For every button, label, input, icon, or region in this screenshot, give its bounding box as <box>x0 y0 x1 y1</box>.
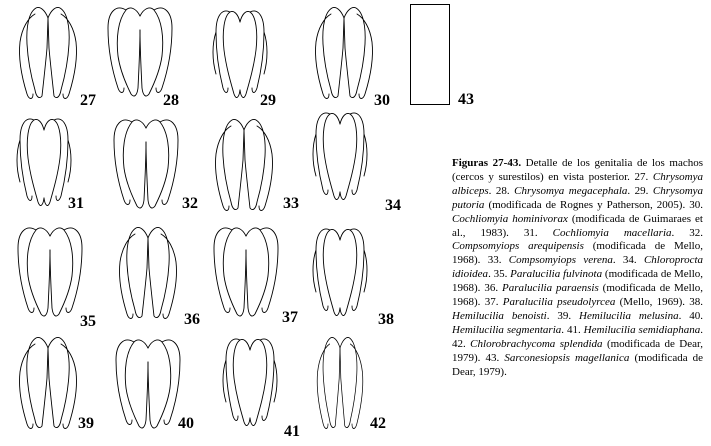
caption-label: Figuras 27-43. <box>452 157 522 169</box>
figure-number: 42 <box>370 415 386 432</box>
caption-entry-species: Hemilucilia segmentaria <box>452 323 562 336</box>
caption-entry-number: 35. <box>493 268 511 281</box>
caption-entry-species: Cochliomyia macellaria <box>552 226 672 239</box>
caption-entry-species: Paralucilia pseudolyrcea <box>502 296 616 309</box>
figure-43-frame <box>410 4 450 105</box>
caption-entry-number: 28. <box>495 184 515 197</box>
caption-entry-species: Chrysomya putoria <box>452 184 704 211</box>
caption-entry: 34. Chloroprocta idioidea. <box>452 254 704 281</box>
caption-entry-note: (Mello, 1969) <box>615 296 683 309</box>
caption-entry-number: 43. <box>485 351 505 364</box>
caption-entry-number: 31. <box>523 226 553 239</box>
caption-entry-number: 37. <box>484 296 503 309</box>
figure-30-drawing <box>315 7 372 98</box>
figure-35-drawing <box>18 228 82 316</box>
caption-entry: 39. Hemilucilia melusina. <box>557 309 690 322</box>
figure-number: 40 <box>178 415 194 432</box>
caption-entries <box>452 171 703 378</box>
figure-number: 27 <box>80 92 96 109</box>
caption-entry-note: (modificada de Mello, 1968) <box>452 268 704 295</box>
caption-entry-number: 34. <box>622 254 644 267</box>
caption-entry-note: (modificada de Rognes y Patherson, 2005) <box>484 198 683 211</box>
caption-entry-species: Compsomyiops verena <box>508 254 613 267</box>
caption-entry-species: Paralucilia paraensis <box>501 282 599 295</box>
caption-entry-species: Paralucilia fulvinota <box>510 268 603 281</box>
figure-number: 33 <box>283 195 299 212</box>
caption-entry-number: 27. <box>634 170 653 183</box>
figure-37-drawing <box>214 228 278 316</box>
caption-entry: 31. Cochliomyia macellaria. <box>523 226 690 239</box>
figure-32-drawing <box>114 120 178 208</box>
caption-entry-species: Compsomyiops arequipensis <box>452 240 584 253</box>
figure-number: 28 <box>163 92 179 109</box>
figure-34-drawing <box>313 113 367 200</box>
figure-33-drawing <box>215 119 272 210</box>
figure-number: 36 <box>184 311 200 328</box>
caption-entry-number: 33. <box>487 254 509 267</box>
caption-entry-note: (modificada de Mello, 1968) <box>452 240 703 267</box>
caption-entry-note: (modificada de Dear, 1979) <box>452 337 703 364</box>
caption-entry: 40. Hemilucilia segmentaria. <box>452 309 704 336</box>
caption-entry-number: 41. <box>566 323 584 336</box>
figure-41-drawing <box>223 339 277 426</box>
caption-intro: Detalle de los genitalia de los machos (cercos y surestilos) en vista posterior. <box>452 157 703 183</box>
caption-entry: 30. Cochliomyia hominivorax (modificada de Guimaraes et al., 1983). <box>452 198 704 239</box>
caption-entry: 35. Paralucilia fulvinota (modificada de Mello, 1968). <box>452 268 704 295</box>
caption-entry: 41. Hemilucilia semidiaphana. <box>566 323 704 336</box>
caption-entry: 36. Paralucilia paraensis (modificada de Mello, 1968). <box>452 282 704 309</box>
caption-entry: 27. Chrysomya albiceps. <box>452 170 703 197</box>
caption-entry: 33. Compsomyiops verena. <box>487 254 623 267</box>
figure-number: 34 <box>385 197 401 214</box>
figure-number: 38 <box>378 311 394 328</box>
figure-40-drawing <box>116 340 180 428</box>
caption-entry-species: Hemilucilia semidiaphana <box>583 323 701 336</box>
figure-number: 32 <box>182 195 198 212</box>
caption-entry-species: Sarconesiopsis magellanica <box>504 351 630 364</box>
caption-entry: 43. Sarconesiopsis magellanica (modificada de Dear, 1979). <box>452 351 704 378</box>
figure-number: 30 <box>374 92 390 109</box>
figure-number: 29 <box>260 92 276 109</box>
caption-entry-species: Chloroprocta idioidea <box>452 254 704 281</box>
caption-entry-number: 30. <box>689 198 704 211</box>
figure-38-drawing <box>313 229 367 316</box>
figure-39-drawing <box>19 337 76 428</box>
caption-entry-number: 42. <box>452 337 471 350</box>
caption-entry-species: Hemilucilia melusina <box>579 309 679 322</box>
caption-entry: 37. Paralucilia pseudolyrcea (Mello, 1969). <box>484 296 690 309</box>
caption-entry-species: Chrysomya megacephala <box>514 184 628 197</box>
caption-entry-species: Cochliomyia hominivorax <box>452 212 568 225</box>
figure-number: 41 <box>284 423 300 440</box>
caption-entry: 28. Chrysomya megacephala. <box>495 184 635 197</box>
caption-entry-number: 29. <box>634 184 653 197</box>
caption-entry-note: (modificada de Dear, 1979) <box>452 351 704 378</box>
figure-27-drawing <box>19 7 76 98</box>
caption-entry-note: (modificada de Mello, 1968) <box>452 282 704 309</box>
caption-entry: 29. Chrysomya putoria (modificada de Rognes y Patherson, 2005). <box>452 184 704 211</box>
figure-number: 31 <box>68 195 84 212</box>
figure-number: 39 <box>78 415 94 432</box>
caption-entry-number: 38. <box>689 296 704 309</box>
figure-28-drawing <box>108 8 172 96</box>
figure-number: 37 <box>282 309 298 326</box>
caption-entry-species: Hemilucilia benoisti <box>452 309 547 322</box>
caption-entry-note: (modificada de Guimaraes et al., 1983) <box>452 212 703 239</box>
caption-entry: 32. Compsomyiops arequipensis (modificada de Mello, 1968). <box>452 226 704 267</box>
caption-entry-species: Chlorobrachycoma splendida <box>470 337 603 350</box>
caption-entry: 42. Chlorobrachycoma splendida (modificada de Dear, 1979). <box>452 337 703 364</box>
figure-29-drawing <box>213 11 267 98</box>
figure-31-drawing <box>17 119 71 206</box>
figure-42-drawing <box>317 337 363 428</box>
caption-entry-number: 36. <box>484 282 502 295</box>
caption-entry: 38. Hemilucilia benoisti. <box>452 296 704 322</box>
caption-entry-species: Chrysomya albiceps <box>452 170 703 197</box>
caption-entry-number: 32. <box>689 226 704 239</box>
figure-caption <box>452 157 703 380</box>
figure-36-drawing <box>119 227 176 318</box>
caption-entry-number: 39. <box>557 309 580 322</box>
figure-number: 35 <box>80 313 96 330</box>
figure-number: 43 <box>458 91 474 108</box>
caption-entry-number: 40. <box>689 309 704 322</box>
